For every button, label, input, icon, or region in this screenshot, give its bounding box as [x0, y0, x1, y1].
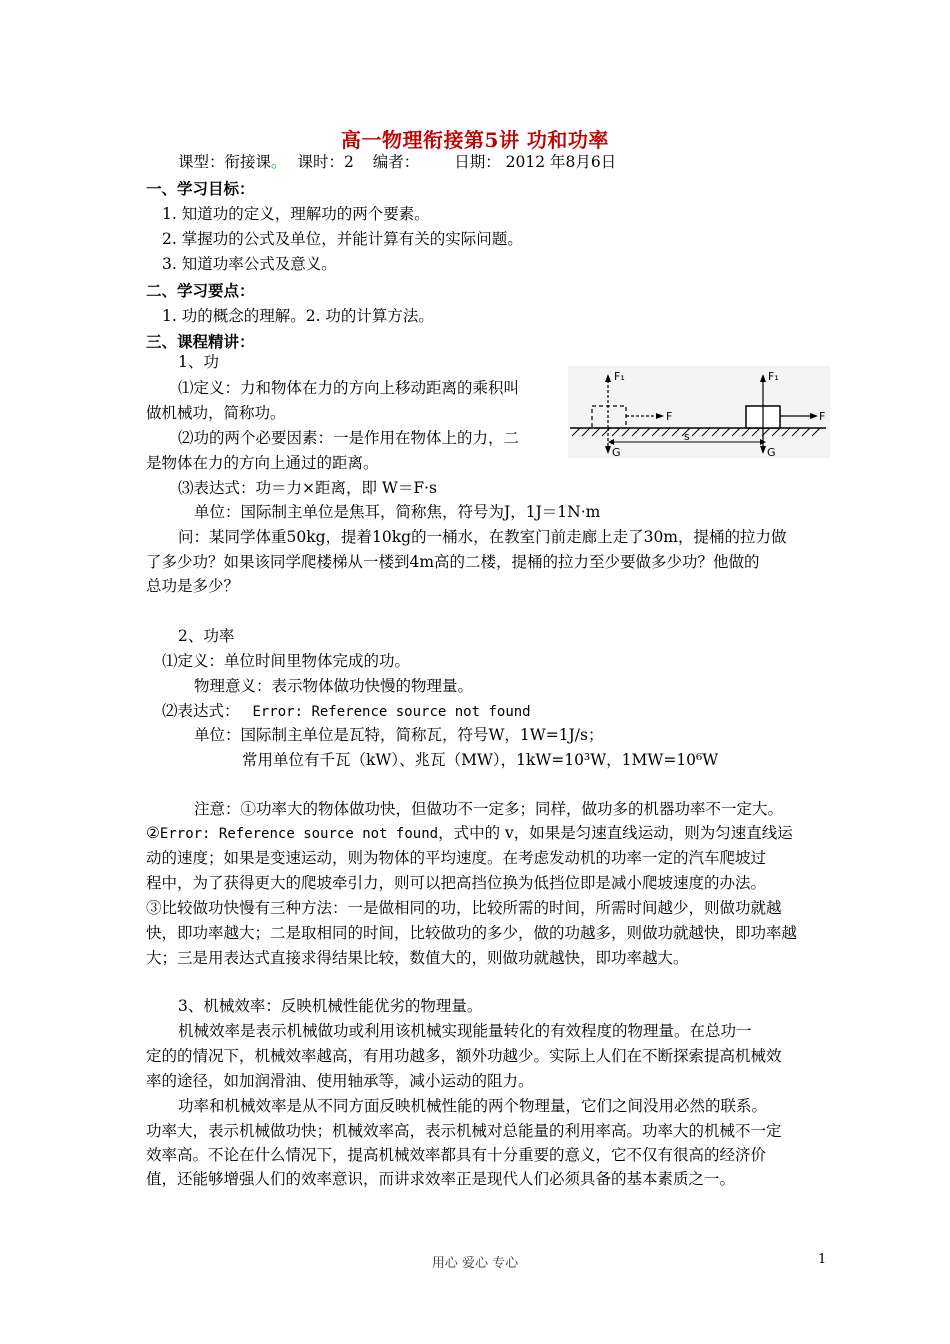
note-line-4: 程中，为了获得更大的爬坡牵引力，则可以把高挡位换为低挡位即是减小爬坡速度的办法。: [146, 874, 767, 892]
f1-arrowhead-left: [605, 374, 611, 382]
label-g-right: G: [767, 446, 776, 458]
meta-line: [178, 150, 616, 174]
power-heading: 2、功率: [178, 627, 235, 645]
note-line-3: 动的速度；如果是变速运动，则为物体的平均速度。在考虑发动机的功率一定的汽车爬坡过: [146, 849, 767, 867]
label-s: s: [684, 430, 690, 443]
initial-position-box: [592, 406, 626, 428]
reference-error-2: Error: Reference source not found: [159, 826, 439, 842]
note-line-7: 大；三是用表达式直接求得结果比较，数值大的，则做功就越快，即功率越大。: [146, 949, 689, 967]
efficiency-p2-2: 功率大，表示机械做功快；机械效率高，表示机械对总能量的利用率高。功率大的机械不一定: [146, 1122, 782, 1140]
efficiency-p2-3: 效率高。不论在什么情况下，提高机械效率都具有十分重要的意义，它不仅有很高的经济价: [146, 1146, 767, 1164]
work-unit: 单位：国际制主单位是焦耳，简称焦，符号为J，1J＝1N·m: [194, 503, 601, 521]
section-heading-1: 一、学习目标：: [146, 179, 255, 198]
work-heading: 1、功: [178, 353, 219, 371]
efficiency-heading: 3、机械效率：反映机械性能优劣的物理量。: [178, 997, 483, 1015]
section-heading-2: 二、学习要点：: [146, 281, 255, 300]
efficiency-p2-4: 值，还能够增强人们的效率意识，而讲求效率正是现代人们必须具备的基本素质之一。: [146, 1170, 736, 1188]
label-f1-right: F₁: [768, 370, 779, 383]
meta-hours: 课时：2: [297, 153, 354, 171]
work-definition-1: ⑴定义：力和物体在力的方向上移动距离的乘积叫: [178, 379, 520, 397]
page-number: 1: [818, 1252, 827, 1267]
meta-type: 课型：衔接课: [178, 153, 272, 171]
note-line-6: 快，即功率越大；二是取相同的时间，比较做功的多少，做的功越多，则做功就越快，即功率越: [146, 924, 798, 942]
f-arrowhead-right: [810, 413, 818, 419]
note-line-2: [146, 821, 793, 846]
work-factors-1: ⑵功的两个必要因素：一是作用在物体上的力，二: [178, 429, 520, 447]
work-question-1: 问：某同学体重50kg，提着10kg的一桶水，在教室门前走廊上走了30m，提桶的拉力做: [178, 528, 787, 546]
page-footer: 用心 爱心 专心: [431, 1256, 519, 1271]
displacement-arrowhead-left: [608, 439, 614, 445]
work-diagram: [568, 366, 830, 458]
g-arrowhead-right: [760, 446, 766, 454]
key-points: 1. 功的概念的理解。2. 功的计算方法。: [162, 307, 434, 325]
goal-item-3: 3. 知道功率公式及意义。: [162, 255, 337, 273]
reference-error: Error: Reference source not found: [252, 704, 531, 720]
power-formula: [162, 699, 531, 724]
work-question-3: 总功是多少？: [146, 577, 240, 595]
work-formula: ⑶表达式：功＝力×距离，即 W＝F·s: [178, 479, 437, 497]
page-title: 高一物理衔接第5讲 功和功率: [341, 128, 609, 152]
note-line-5: ③比较做功快慢有三种方法：一是做相同的功，比较所需的时间，所需时间越少，则做功就越: [146, 899, 782, 917]
work-factors-2: 是物体在力的方向上通过的距离。: [146, 454, 379, 472]
efficiency-p1-2: 定的的情况下，机械效率越高，有用功越多，额外功越少。实际上人们在不断探索提高机械效: [146, 1047, 782, 1065]
label-f-right: F: [819, 410, 826, 423]
note-line-1: 注意：①功率大的物体做功快，但做功不一定多；同样，做功多的机器功率不一定大。: [194, 800, 784, 818]
power-unit-1: 单位：国际制主单位是瓦特，简称瓦，符号W，1W=1J/s；: [194, 726, 604, 744]
f-arrowhead-left: [656, 413, 664, 419]
note-circle-2: ②: [146, 824, 160, 842]
work-definition-2: 做机械功，简称功。: [146, 404, 286, 422]
section-heading-3: 三、课程精讲：: [146, 332, 255, 351]
green-dot: 。: [271, 153, 287, 171]
efficiency-p2-1: 功率和机械效率是从不同方面反映机械性能的两个物理量，它们之间没用必然的联系。: [178, 1097, 768, 1115]
meta-editor: 编者：: [372, 153, 420, 171]
ground-hatching: [572, 428, 820, 436]
power-unit-2: 常用单位有千瓦（kW）、兆瓦（MW），1kW=10³W，1MW=10⁶W: [242, 751, 719, 769]
power-definition: ⑴定义：单位时间里物体完成的功。: [162, 652, 411, 670]
efficiency-p1-3: 率的途径，如加润滑油、使用轴承等，减小运动的阻力。: [146, 1072, 534, 1090]
work-question-2: 了多少功？如果该同学爬楼梯从一楼到4m高的二楼，提桶的拉力至少要做多少功？他做的: [146, 553, 760, 571]
goal-item-2: 2. 掌握功的公式及单位，并能计算有关的实际问题。: [162, 230, 523, 248]
label-f1-left: F₁: [614, 370, 625, 383]
note-line-2-rest: ，式中的 v，如果是匀速直线运动，则为匀速直线运: [438, 824, 793, 842]
meta-date: 日期： 2012 年8月6日: [454, 153, 617, 171]
label-g-left: G: [612, 446, 621, 458]
label-f-left: F: [666, 410, 673, 423]
g-arrowhead-left: [605, 446, 611, 454]
efficiency-p1-1: 机械效率是表示机械做功或利用该机械实现能量转化的有效程度的物理量。在总功一: [178, 1022, 752, 1040]
goal-item-1: 1. 知道功的定义，理解功的两个要素。: [162, 205, 430, 223]
power-formula-label: ⑵表达式：: [162, 702, 240, 720]
power-meaning: 物理意义：表示物体做功快慢的物理量。: [194, 677, 474, 695]
f1-arrowhead-right: [760, 374, 766, 382]
